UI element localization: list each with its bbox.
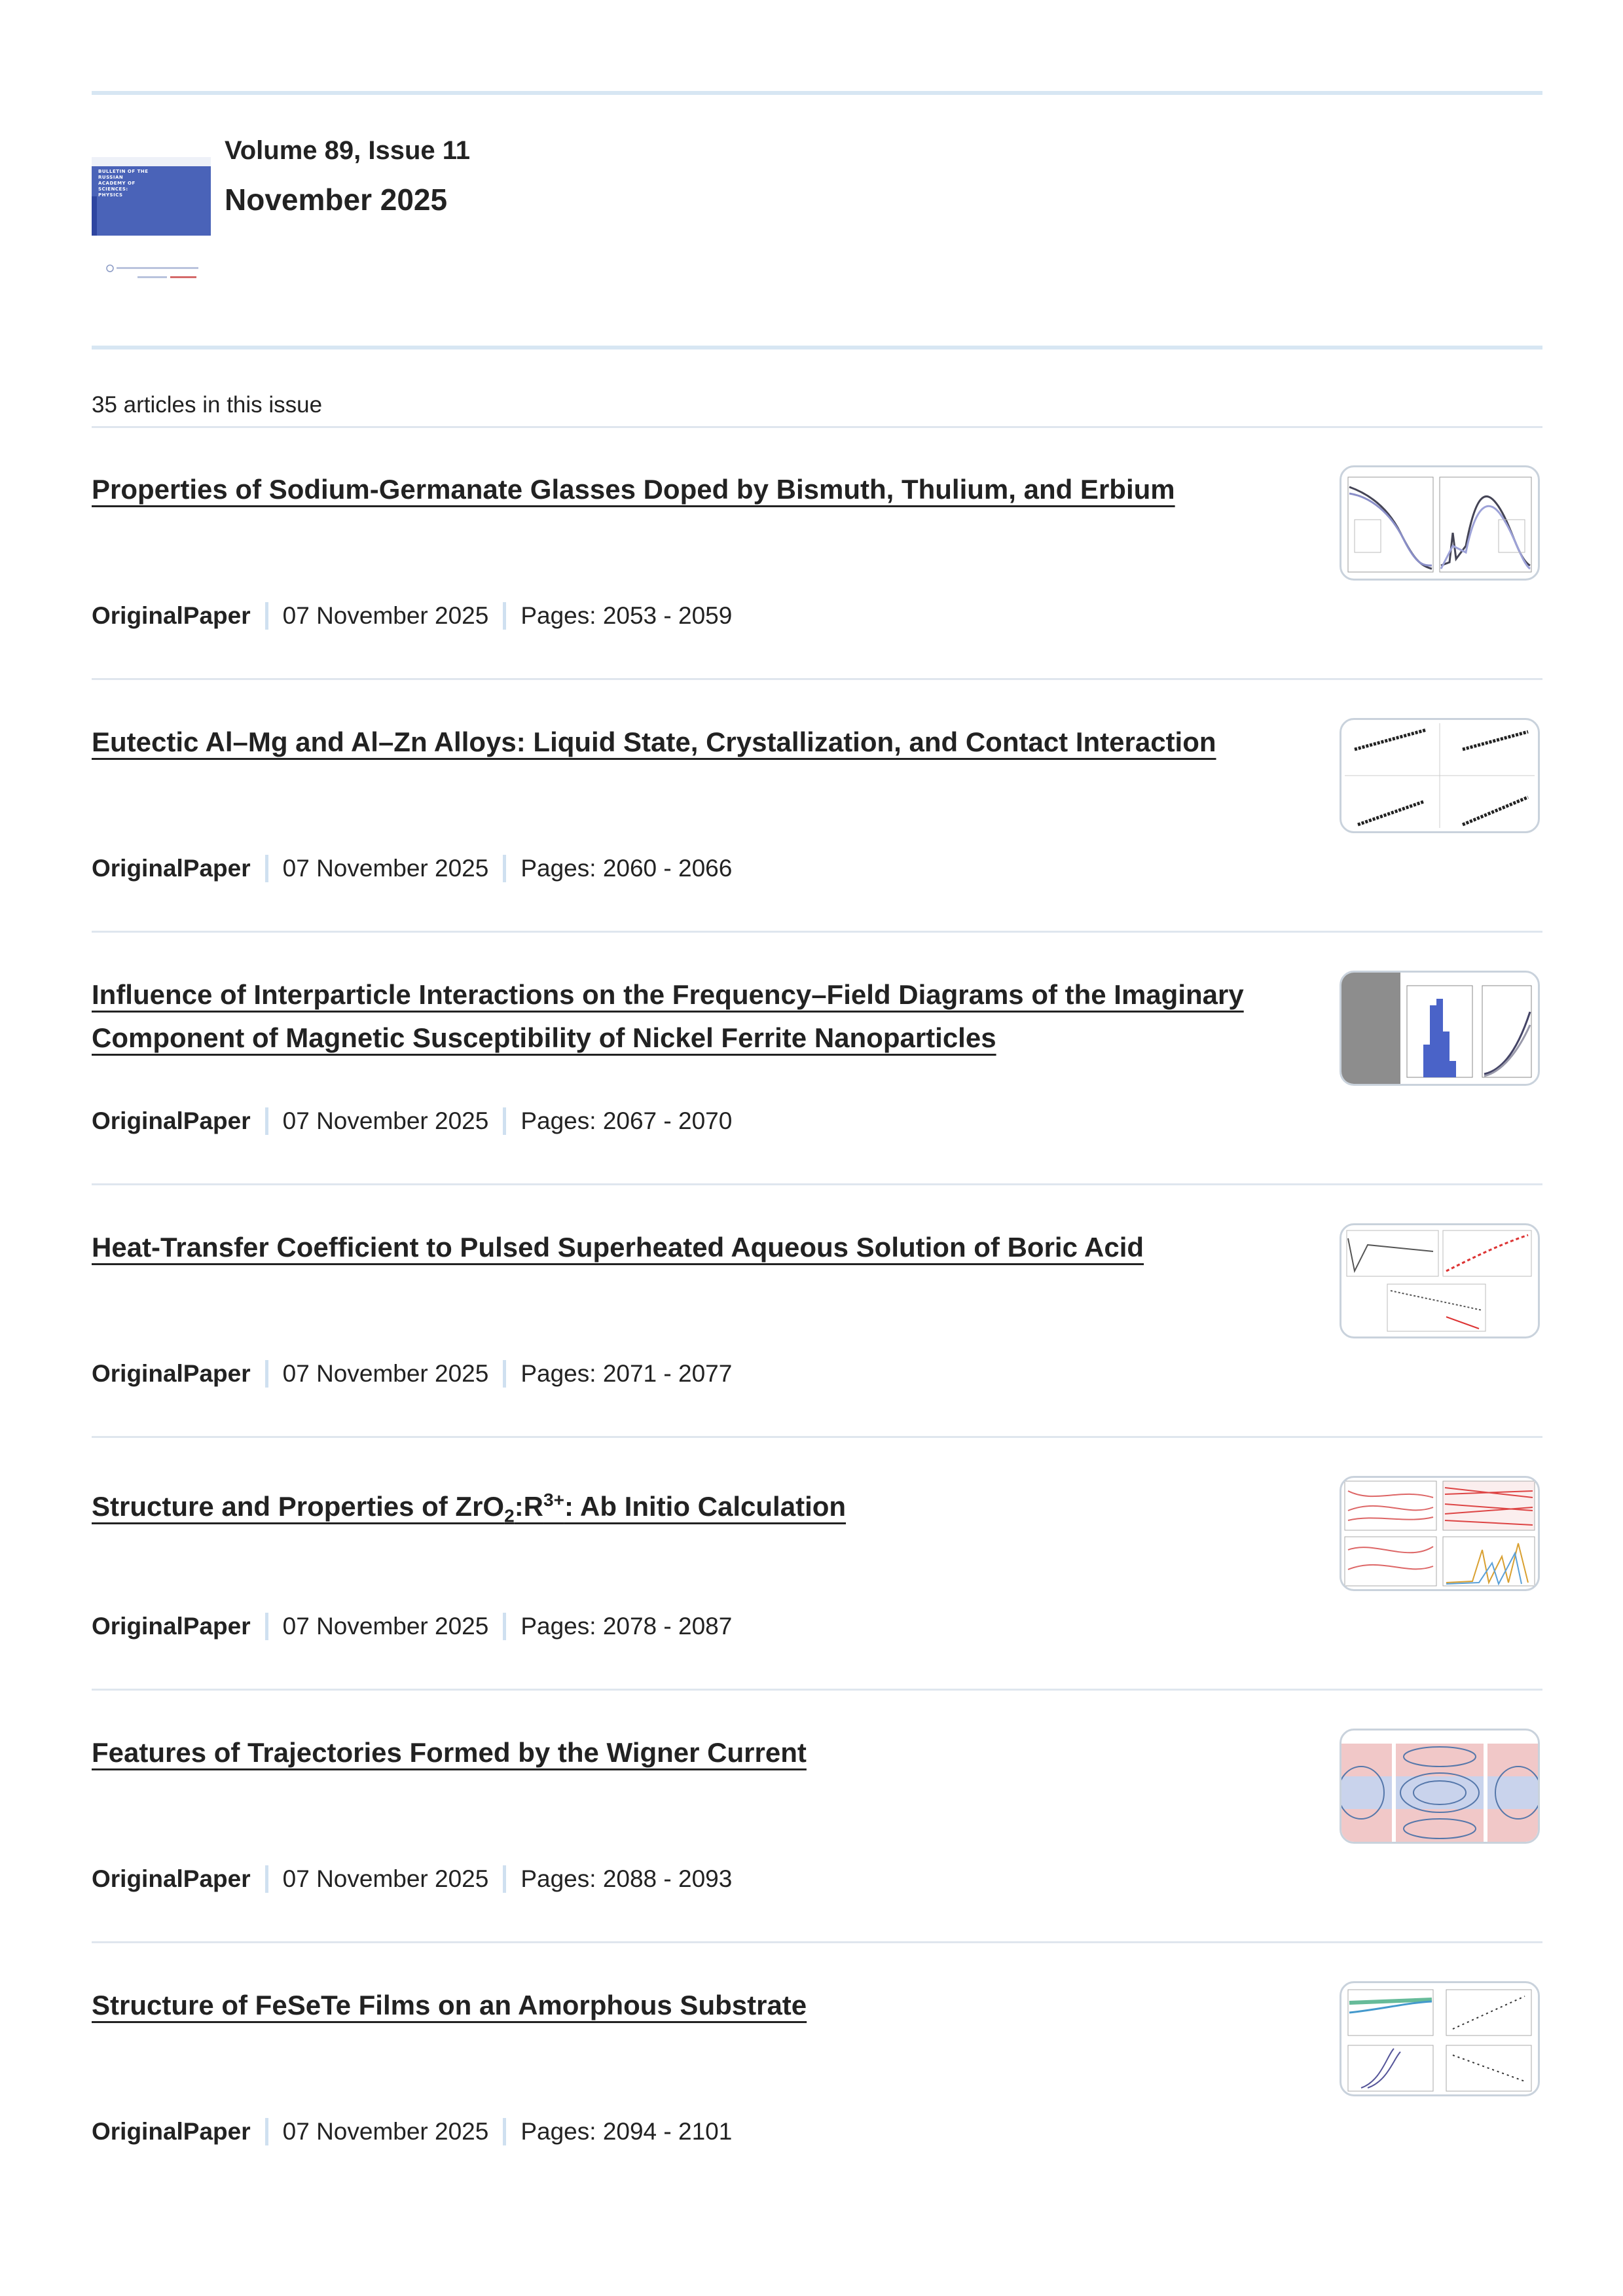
- issue-volume: Volume 89, Issue 11: [225, 136, 471, 165]
- meta-separator: [503, 1865, 506, 1893]
- diffraction-plots-thumbnail-icon: [1341, 1983, 1538, 2094]
- article-divider: [92, 1183, 1542, 1185]
- article-thumbnail[interactable]: [1340, 1729, 1540, 1844]
- title-text: Structure and Properties of ZrO: [92, 1491, 505, 1522]
- meta-separator: [503, 855, 506, 882]
- cover-title-line: RUSSIAN: [98, 175, 124, 180]
- top-divider: [92, 91, 1542, 95]
- article-item: [92, 1479, 1542, 1675]
- article-title[interactable]: [92, 721, 1290, 764]
- cover-title-line: SCIENCES:: [98, 187, 128, 192]
- article-date: 07 November 2025: [282, 1107, 489, 1134]
- list-divider: [92, 426, 1542, 428]
- article-date: 07 November 2025: [282, 855, 489, 882]
- article-title-link[interactable]: Heat-Transfer Coefficient to Pulsed Superheated Aqueous Solution of Boric Acid: [92, 1232, 1144, 1263]
- article-type: OriginalPaper: [92, 1107, 251, 1134]
- cover-title-line: ACADEMY OF: [98, 181, 136, 186]
- title-text: : Ab Initio Calculation: [564, 1491, 847, 1522]
- article-meta: [92, 1107, 732, 1135]
- article-pages: Pages: 2053 - 2059: [520, 602, 733, 629]
- article-title-link[interactable]: [92, 1490, 847, 1526]
- article-type: OriginalPaper: [92, 1865, 251, 1892]
- article-date: 07 November 2025: [282, 2118, 489, 2145]
- article-title[interactable]: [92, 468, 1290, 511]
- article-type: OriginalPaper: [92, 2118, 251, 2145]
- article-meta: [92, 602, 732, 630]
- article-count: 35 articles in this issue: [92, 392, 323, 418]
- meta-separator: [265, 1865, 268, 1893]
- article-date: 07 November 2025: [282, 1360, 489, 1387]
- article-meta: [92, 1360, 732, 1388]
- article-title[interactable]: [92, 1984, 1290, 2027]
- meta-separator: [503, 1107, 506, 1135]
- publisher-logo-icon: [105, 264, 203, 283]
- cover-side-bar: [92, 196, 97, 236]
- article-thumbnail[interactable]: [1340, 1223, 1540, 1338]
- meta-separator: [265, 1613, 268, 1640]
- contour-map-thumbnail-icon: [1341, 1731, 1538, 1842]
- line-plots-thumbnail-icon: [1341, 1225, 1538, 1336]
- article-divider: [92, 1941, 1542, 1943]
- band-structure-thumbnail-icon: [1341, 1478, 1538, 1589]
- issue-date: November 2025: [225, 183, 448, 217]
- article-type: OriginalPaper: [92, 1613, 251, 1640]
- meta-separator: [265, 2118, 268, 2145]
- article-title[interactable]: [92, 1226, 1290, 1269]
- meta-separator: [265, 1360, 268, 1388]
- article-pages: Pages: 2088 - 2093: [520, 1865, 733, 1892]
- header-divider: [92, 346, 1542, 350]
- article-meta: [92, 855, 732, 882]
- article-type: OriginalPaper: [92, 1360, 251, 1387]
- article-pages: Pages: 2067 - 2070: [520, 1107, 733, 1134]
- article-type: OriginalPaper: [92, 602, 251, 629]
- article-title[interactable]: [92, 973, 1290, 1060]
- article-meta: [92, 2118, 732, 2145]
- meta-separator: [503, 602, 506, 630]
- cover-title-line: PHYSICS: [98, 192, 123, 198]
- spectra-figure-thumbnail-icon: [1341, 467, 1538, 579]
- article-divider: [92, 1689, 1542, 1691]
- publisher-logo: [105, 264, 203, 283]
- article-item: [92, 973, 1542, 1170]
- article-pages: Pages: 2094 - 2101: [520, 2118, 733, 2145]
- meta-separator: [503, 2118, 506, 2145]
- title-subscript: 2: [504, 1505, 515, 1526]
- article-item: [92, 1731, 1542, 1928]
- meta-separator: [503, 1360, 506, 1388]
- article-title-link[interactable]: Influence of Interparticle Interactions on the Frequency–Field Diagrams of the Imaginary Component of Magnetic Susceptibility of Nickel Ferrite Nanoparticles: [92, 979, 1244, 1053]
- article-item: [92, 1984, 1542, 2180]
- article-date: 07 November 2025: [282, 602, 489, 629]
- article-item: [92, 721, 1542, 917]
- journal-cover-image[interactable]: [92, 157, 211, 236]
- article-title-link[interactable]: Features of Trajectories Formed by the Wigner Current: [92, 1737, 807, 1768]
- scatter-panels-thumbnail-icon: [1341, 720, 1538, 831]
- article-thumbnail[interactable]: [1340, 971, 1540, 1086]
- article-divider: [92, 1436, 1542, 1438]
- title-superscript: 3+: [543, 1490, 564, 1510]
- meta-separator: [265, 855, 268, 882]
- article-thumbnail[interactable]: [1340, 718, 1540, 833]
- histogram-figure-thumbnail-icon: [1341, 973, 1538, 1084]
- meta-separator: [503, 1613, 506, 1640]
- article-date: 07 November 2025: [282, 1613, 489, 1640]
- article-meta: [92, 1865, 732, 1893]
- cover-top-strip: [92, 157, 211, 166]
- article-title[interactable]: [92, 1731, 1290, 1774]
- article-title-link[interactable]: Properties of Sodium-Germanate Glasses Doped by Bismuth, Thulium, and Erbium: [92, 474, 1175, 505]
- article-thumbnail[interactable]: [1340, 1981, 1540, 2096]
- meta-separator: [265, 602, 268, 630]
- article-pages: Pages: 2060 - 2066: [520, 855, 733, 882]
- article-pages: Pages: 2071 - 2077: [520, 1360, 733, 1387]
- article-type: OriginalPaper: [92, 855, 251, 882]
- article-date: 07 November 2025: [282, 1865, 489, 1892]
- article-thumbnail[interactable]: [1340, 465, 1540, 581]
- meta-separator: [265, 1107, 268, 1135]
- article-meta: [92, 1613, 732, 1640]
- article-title-link[interactable]: Eutectic Al–Mg and Al–Zn Alloys: Liquid State, Crystallization, and Contact Interaction: [92, 726, 1216, 757]
- article-thumbnail[interactable]: [1340, 1476, 1540, 1591]
- article-title-link[interactable]: Structure of FeSeTe Films on an Amorphous Substrate: [92, 1990, 807, 2020]
- article-item: [92, 468, 1542, 664]
- article-item: [92, 1226, 1542, 1422]
- article-divider: [92, 931, 1542, 933]
- title-text: :R: [514, 1491, 544, 1522]
- cover-title-line: BULLETIN OF THE: [98, 169, 149, 174]
- article-pages: Pages: 2078 - 2087: [520, 1613, 733, 1640]
- article-divider: [92, 678, 1542, 680]
- article-title[interactable]: [92, 1479, 1290, 1537]
